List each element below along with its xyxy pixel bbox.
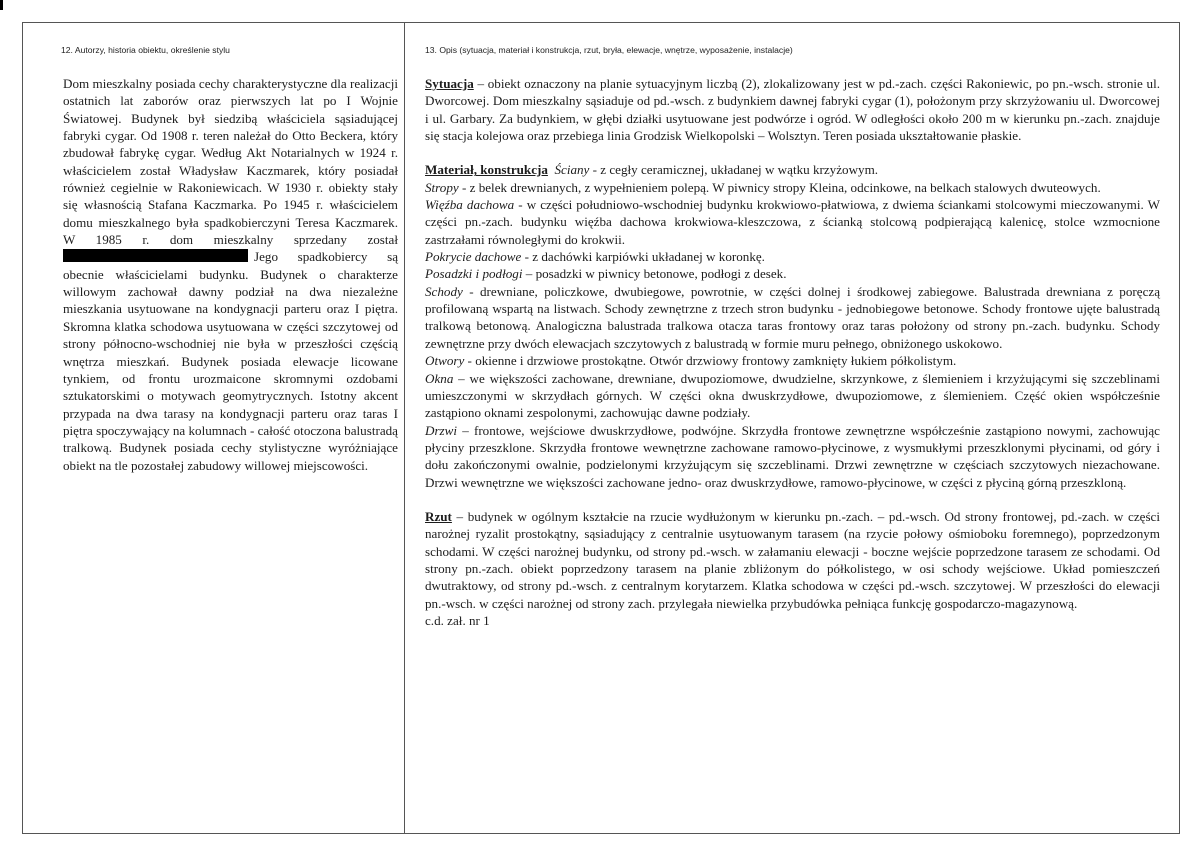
okna-text: – we większości zachowane, drewniane, dwupoziomowe, dwudzielne, skrzynkowe, z ślemieniem i krzyżującymi się szczeblinami umieszczonymi w skrzydłach górnych. W części okna dwuskrzydłowe, dwupoziomowe, z ślemieniem. Część okien współcześnie zastąpiono oknami zespolonymi, zachowując dawne podziały. [425, 370, 1160, 421]
redaction-bar [63, 249, 248, 262]
pokrycie-label: Pokrycie dachowe [425, 249, 522, 265]
continued-note: c.d. zał. nr 1 [425, 612, 490, 628]
wiezba-label: Więźba dachowa [425, 197, 515, 213]
pokrycie-paragraph [425, 248, 1160, 265]
history-paragraph [63, 75, 398, 474]
right-column [405, 23, 1179, 833]
posadzki-label: Posadzki i podłogi [425, 266, 523, 282]
spacer [425, 491, 1160, 508]
section-13-header: 13. Opis (sytuacja, materiał i konstrukcja, rzut, bryła, elewacje, wnętrze, wyposażenie, instalacje) [425, 45, 793, 55]
section-12-header: 12. Autorzy, historia obiektu, określenie stylu [61, 45, 230, 55]
sytuacja-heading: Sytuacja [425, 76, 474, 91]
left-column [23, 23, 405, 833]
description-text [425, 75, 1160, 629]
stropy-text: - z belek drewnianych, z wypełnieniem polepą. W piwnicy stropy Kleina, odcinkowe, na belkach stalowych dwuteowych. [458, 179, 1101, 195]
drzwi-label: Drzwi [425, 422, 458, 438]
sciany-text: - z cegły ceramicznej, układanej w wątku krzyżowym. [589, 162, 879, 178]
history-text-part-a: Dom mieszkalny posiada cechy charakterystyczne dla realizacji ostatnich lat zaborów oraz pierwszych lat po I Wojnie Światowej. Budynek był siedzibą właściciela sąsiadującej fabryki cygar. Od 1908 r. teren należał do Otto Beckera, który zbudował fabrykę cygar. Według Akt Notarialnych w 1924 r. właścicielem został Władysław Kaczmarek, który posiadał również cegielnie w Rakoniewicach. W 1930 r. obiekty stały się własnością Stafana Kaczmarka. Po 1945 r. właścicielem domu mieszkalnego była spadkobierczyni Teresa Kaczmarek. W 1985 r. dom mieszkalny sprzedany został [63, 76, 398, 248]
schody-label: Schody [425, 283, 463, 299]
sytuacja-paragraph [425, 75, 1160, 144]
pokrycie-text: - z dachówki karpiówki układanej w koronkę. [521, 249, 765, 265]
otwory-paragraph [425, 352, 1160, 369]
material-paragraph [425, 161, 1160, 178]
material-heading: Materiał, konstrukcja [425, 162, 548, 178]
scan-edge-mark [0, 0, 3, 10]
drzwi-paragraph [425, 422, 1160, 491]
schody-paragraph [425, 283, 1160, 352]
drzwi-text: – frontowe, wejściowe dwuskrzydłowe, podwójne. Skrzydła frontowe zewnętrzne współcześnie zastąpiono nowymi, zachowując płyciny przeszklone. Skrzydła frontowe wewnętrzne zachowane ramowo-płycinowe, z wysmukłymi przeszklonymi płycinami, od góry i dołu zakończonymi owalnie, podzielonymi krzyżującym się szczeblinami. Drzwi zewnętrzne w częściach szczytowych niezachowane. Drzwi wewnętrzne we większości zachowane jedno- oraz dwuskrzydłowe, ramowo-płycinowe, w części z płyciną górną przeszkloną. [425, 422, 1160, 490]
wiezba-paragraph [425, 196, 1160, 248]
form-frame [22, 22, 1180, 834]
rzut-text: – budynek w ogólnym kształcie na rzucie wydłużonym w kierunku pn.-zach. – pd.-wsch. Od strony frontowej, pd.-zach. w części narożnej ryzalit prostokątny, sąsiadujący z centralnie usytuowanym tarasem (na rzycie połowy ośmioboku foremnego), poprzedzonym schodami. W części narożnej budynku, od strony pd.-wsch. w załamaniu elewacji - boczne wejście poprzedzone tarasem ze schodami. Od strony pn.-zach. obiekt poprzedzony tarasem na planie zbliżonym do półkolistego, w osi schody wejściowe. Układ pomieszczeń dwutraktowy, od strony pd.-wsch. z centralnym korytarzem. Klatka schodowa w części pd.-wsch. szczytowej. W przeszłości do elewacji pn.-wsch. w części narożnej od strony zach. przylegała niewielka przybudówka pełniąca funkcję gospodarczo-magazynową. [425, 508, 1160, 611]
sytuacja-text: – obiekt oznaczony na planie sytuacyjnym liczbą (2), zlokalizowany jest w pd.-zach. części Rakoniewic, po pn.-wsch. stronie ul. Dworcowej. Dom mieszkalny sąsiaduje od pd.-wsch. z budynkiem dawnej fabryki cygar (1), położonym przy skrzyżowaniu ul. Dworcowej i ul. Garbary. Za budynkiem, w głębi działki usytuowane jest podwórze i ogród. W odległości około 200 m w kierunku pn.-zach. znajduje się stacja kolejowa oraz przebiega linia Grodzisk Wielkopolski – Wolsztyn. Teren posiada ukształtowanie płaskie. [425, 76, 1160, 144]
posadzki-text: – posadzki w piwnicy betonowe, podłogi z desek. [522, 266, 787, 282]
rzut-heading: Rzut [425, 508, 452, 524]
history-text-part-b: Jego spadkobiercy są obecnie właścicielami budynku. Budynek o charakterze willowym zachował dawny podział na dwa niezależne mieszkania usytuowane na kondygnacji parteru oraz I piętra. Skromna klatka schodowa usytuowana w części szczytowej od strony północno-wschodniej nie była w przeszłości częścią wnętrza mieszkań. Budynek posiada elewacje licowane tynkiem, od frontu urozmaicone skromnymi ozdobami sztukatorskimi o motywach geomytrycznych. Istotny akcent przypada na dwa tarasy na kondygnacji parteru oraz taras I piętra spoczywający na kolumnach - całość otoczona balustradą tralkową. Budynek posiada cechy stylistyczne wyróżniające obiekt na tle pozostałej zabudowy willowej miejscowości. [63, 249, 398, 473]
otwory-text: - okienne i drzwiowe prostokątne. Otwór drzwiowy frontowy zamknięty łukiem półkolistym. [464, 353, 957, 369]
okna-paragraph [425, 370, 1160, 422]
okna-label: Okna [425, 370, 454, 386]
spacer [425, 144, 1160, 161]
schody-text: - drewniane, policzkowe, dwubiegowe, powrotnie, w części dolnej i środkowej zabiegowe. Balustrada drewniana z poręczą profilowaną wspartą na listwach. Schody zewnętrzne z trzech stron budynku - jednobiegowe betonowe. Schody frontowe ujęte balustradą tralkową betonową. Analogiczna balustrada tralkowa otacza taras frontowy oraz taras położony od strony pn.-zach. budynku. Schody zewnętrzne przy dwóch elewacjach szczytowych z balustradą w formie muru pełnego, obniżonego uskokowo. [425, 283, 1160, 351]
wiezba-text: - w części południowo-wschodniej budynku krokwiowo-płatwiowa, z dwiema ściankami stolcowymi mieczowanymi. W części pn.-zach. budynku więźba dachowa krokwiowa-kleszczowa, z ścianką stolcową podpierającą kalenicę, stolce wzmocnione zastrzałami równoległymi do krokwii. [425, 197, 1160, 247]
sciany-label: Ściany [554, 162, 590, 178]
stropy-paragraph [425, 179, 1160, 196]
history-text [63, 75, 398, 474]
rzut-paragraph [425, 508, 1160, 612]
posadzki-paragraph [425, 265, 1160, 282]
stropy-label: Stropy [425, 179, 459, 195]
otwory-label: Otwory [425, 353, 465, 369]
